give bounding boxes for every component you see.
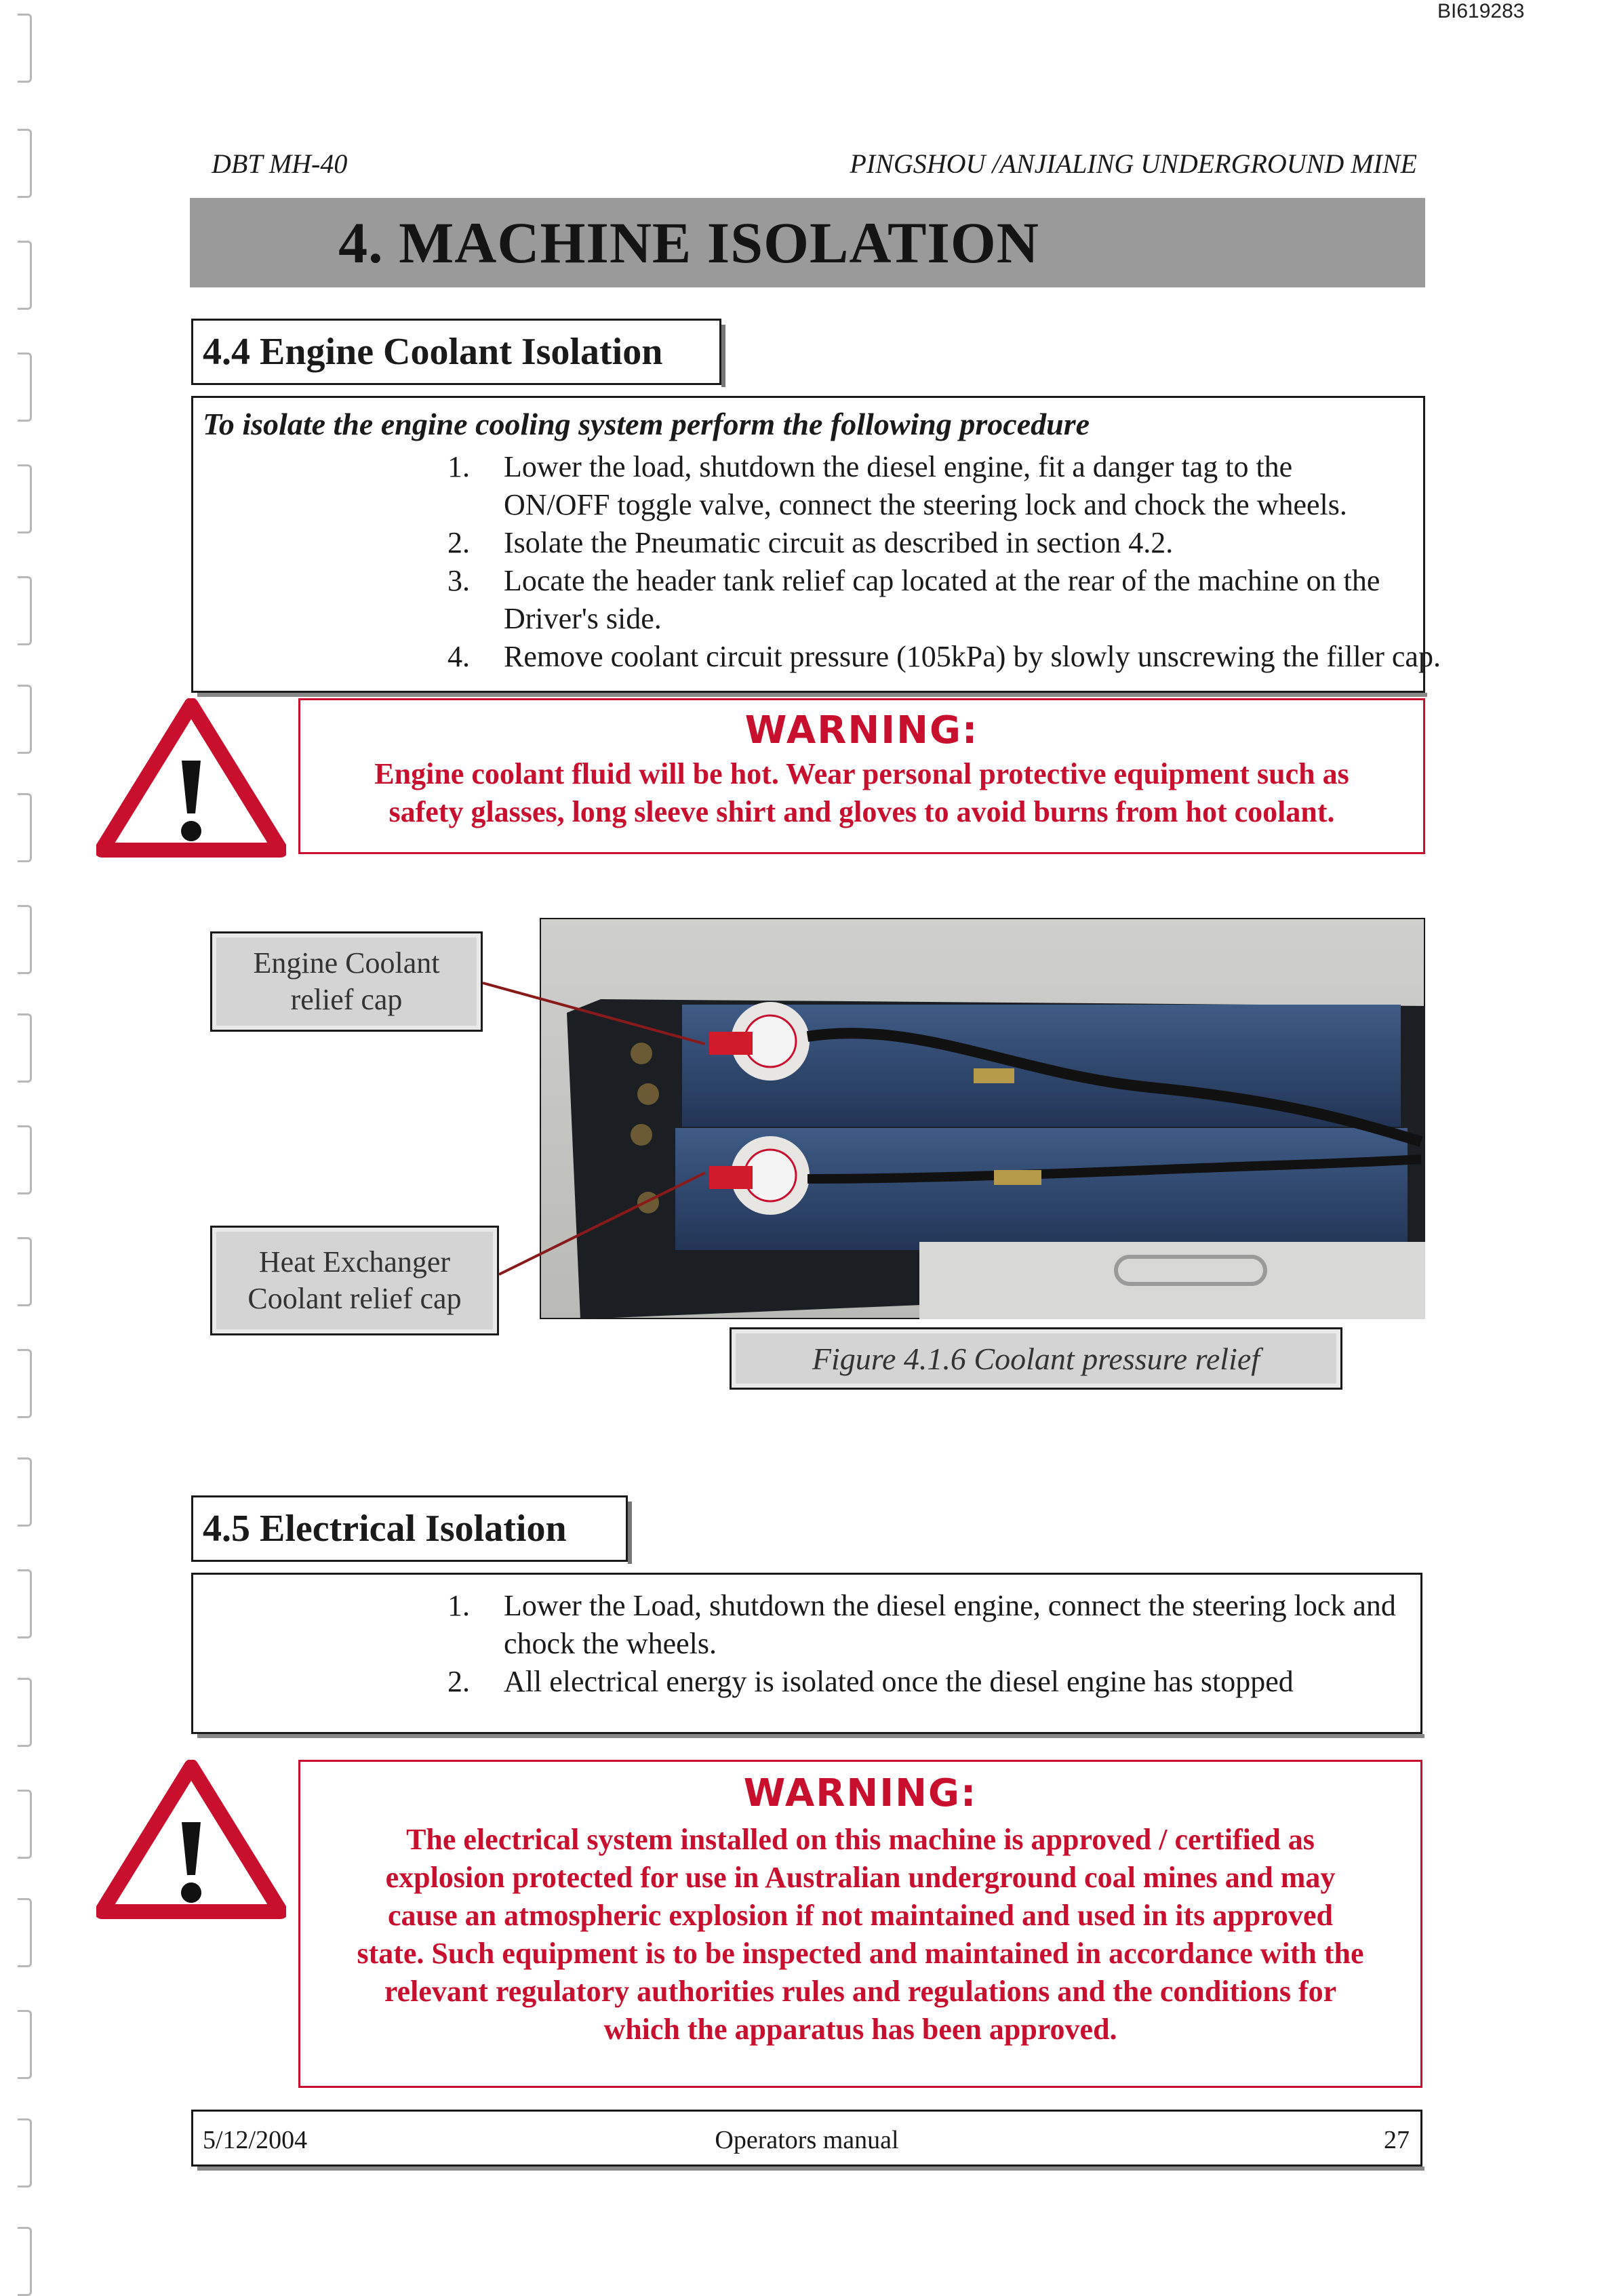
binding-hole-icon bbox=[18, 2227, 32, 2296]
callout-line: relief cap bbox=[290, 983, 403, 1016]
callout-engine-coolant-relief-cap bbox=[210, 931, 483, 1032]
step-text-line: chock the wheels. bbox=[504, 1627, 717, 1660]
warning-triangle-icon bbox=[96, 698, 286, 858]
binding-hole-icon bbox=[18, 1457, 32, 1527]
step-text-line: Locate the header tank relief cap located at the rear of the machine on the bbox=[504, 564, 1380, 597]
binding-hole-icon bbox=[18, 129, 32, 198]
step-number: 3. bbox=[447, 564, 470, 597]
binding-hole-icon bbox=[18, 1125, 32, 1194]
step-text-line: All electrical energy is isolated once the diesel engine has stopped bbox=[504, 1665, 1294, 1698]
step-number: 4. bbox=[447, 640, 470, 673]
binding-hole-icon bbox=[18, 1898, 32, 1967]
callout-line: Coolant relief cap bbox=[247, 1282, 462, 1315]
binding-hole-icon bbox=[18, 353, 32, 422]
figure-caption: Figure 4.1.6 Coolant pressure relief bbox=[730, 1327, 1342, 1390]
warning-text-line: safety glasses, long sleeve shirt and gloves to avoid burns from hot coolant. bbox=[388, 795, 1335, 828]
binding-hole-icon bbox=[18, 14, 32, 83]
footer-page-number: 27 bbox=[1384, 2126, 1410, 2154]
binding-hole-icon bbox=[18, 685, 32, 754]
warning-text-line: which the apparatus has been approved. bbox=[603, 2013, 1117, 2046]
warning-text-line: The electrical system installed on this machine is approved / certified as bbox=[406, 1823, 1315, 1856]
step-text-line: Driver's side. bbox=[504, 602, 662, 635]
step-text-line: Lower the Load, shutdown the diesel engine, connect the steering lock and bbox=[504, 1589, 1396, 1622]
section-heading-4-4: 4.4 Engine Coolant Isolation bbox=[191, 319, 721, 385]
warning-text-line: explosion protected for use in Australian underground coal mines and may bbox=[385, 1861, 1336, 1894]
callout-heat-exchanger-relief-cap bbox=[210, 1226, 499, 1335]
electrical-warning-box bbox=[298, 1760, 1422, 2088]
document-id: BI619283 bbox=[1437, 0, 1525, 22]
binding-hole-icon bbox=[18, 2118, 32, 2188]
footer-title: Operators manual bbox=[715, 2126, 899, 2154]
binding-hole-icon bbox=[18, 1237, 32, 1306]
step-text-line: Isolate the Pneumatic circuit as described in section 4.2. bbox=[504, 526, 1174, 559]
step-number: 2. bbox=[447, 1665, 470, 1698]
procedure-intro: To isolate the engine cooling system perform the following procedure bbox=[203, 407, 1090, 441]
coolant-procedure-box bbox=[191, 396, 1441, 693]
step-number: 1. bbox=[447, 450, 470, 483]
coolant-warning-box bbox=[298, 698, 1425, 854]
binding-hole-icon bbox=[18, 1349, 32, 1418]
binding-hole-icon bbox=[18, 1790, 32, 1859]
callout-leader-lines bbox=[475, 963, 725, 1288]
binding-hole-icon bbox=[18, 2010, 32, 2079]
section-heading-4-5: 4.5 Electrical Isolation bbox=[191, 1495, 628, 1562]
chapter-title-bar bbox=[190, 198, 1425, 287]
binding-hole-icon bbox=[18, 793, 32, 862]
warning-title: WARNING: bbox=[743, 1771, 978, 1815]
binding-hole-icon bbox=[18, 464, 32, 533]
callout-line: Heat Exchanger bbox=[258, 1245, 451, 1278]
page-footer bbox=[191, 2110, 1422, 2167]
warning-title: WARNING: bbox=[744, 708, 979, 752]
binding-hole-icon bbox=[18, 1013, 32, 1083]
binding-hole-icon bbox=[18, 1678, 32, 1747]
binding-hole-icon bbox=[18, 241, 32, 310]
step-text-line: Remove coolant circuit pressure (105kPa) by slowly unscrewing the filler cap. bbox=[504, 640, 1441, 673]
step-number: 2. bbox=[447, 526, 470, 559]
warning-text-line: Engine coolant fluid will be hot. Wear personal protective equipment such as bbox=[374, 757, 1349, 790]
warning-text-line: cause an atmospheric explosion if not maintained and used in its approved bbox=[388, 1899, 1333, 1932]
warning-triangle-icon bbox=[96, 1760, 286, 1920]
footer-date: 5/12/2004 bbox=[203, 2126, 308, 2154]
chapter-title: 4. MACHINE ISOLATION bbox=[338, 210, 1039, 275]
binding-hole-icon bbox=[18, 1569, 32, 1638]
callout-line: Engine Coolant bbox=[253, 946, 440, 980]
warning-text-line: state. Such equipment is to be inspected and maintained in accordance with the bbox=[357, 1937, 1364, 1970]
header-model: DBT MH-40 bbox=[212, 148, 348, 179]
header-site: PINGSHOU /ANJIALING UNDERGROUND MINE bbox=[850, 148, 1417, 179]
binding-hole-icon bbox=[18, 576, 32, 645]
electrical-procedure-box bbox=[191, 1573, 1422, 1734]
warning-text-line: relevant regulatory authorities rules and regulations and the conditions for bbox=[384, 1975, 1337, 2008]
binding-hole-icon bbox=[18, 905, 32, 974]
step-text-line: ON/OFF toggle valve, connect the steering lock and chock the wheels. bbox=[504, 488, 1347, 521]
step-text-line: Lower the load, shutdown the diesel engine, fit a danger tag to the bbox=[504, 450, 1293, 483]
step-number: 1. bbox=[447, 1589, 470, 1622]
